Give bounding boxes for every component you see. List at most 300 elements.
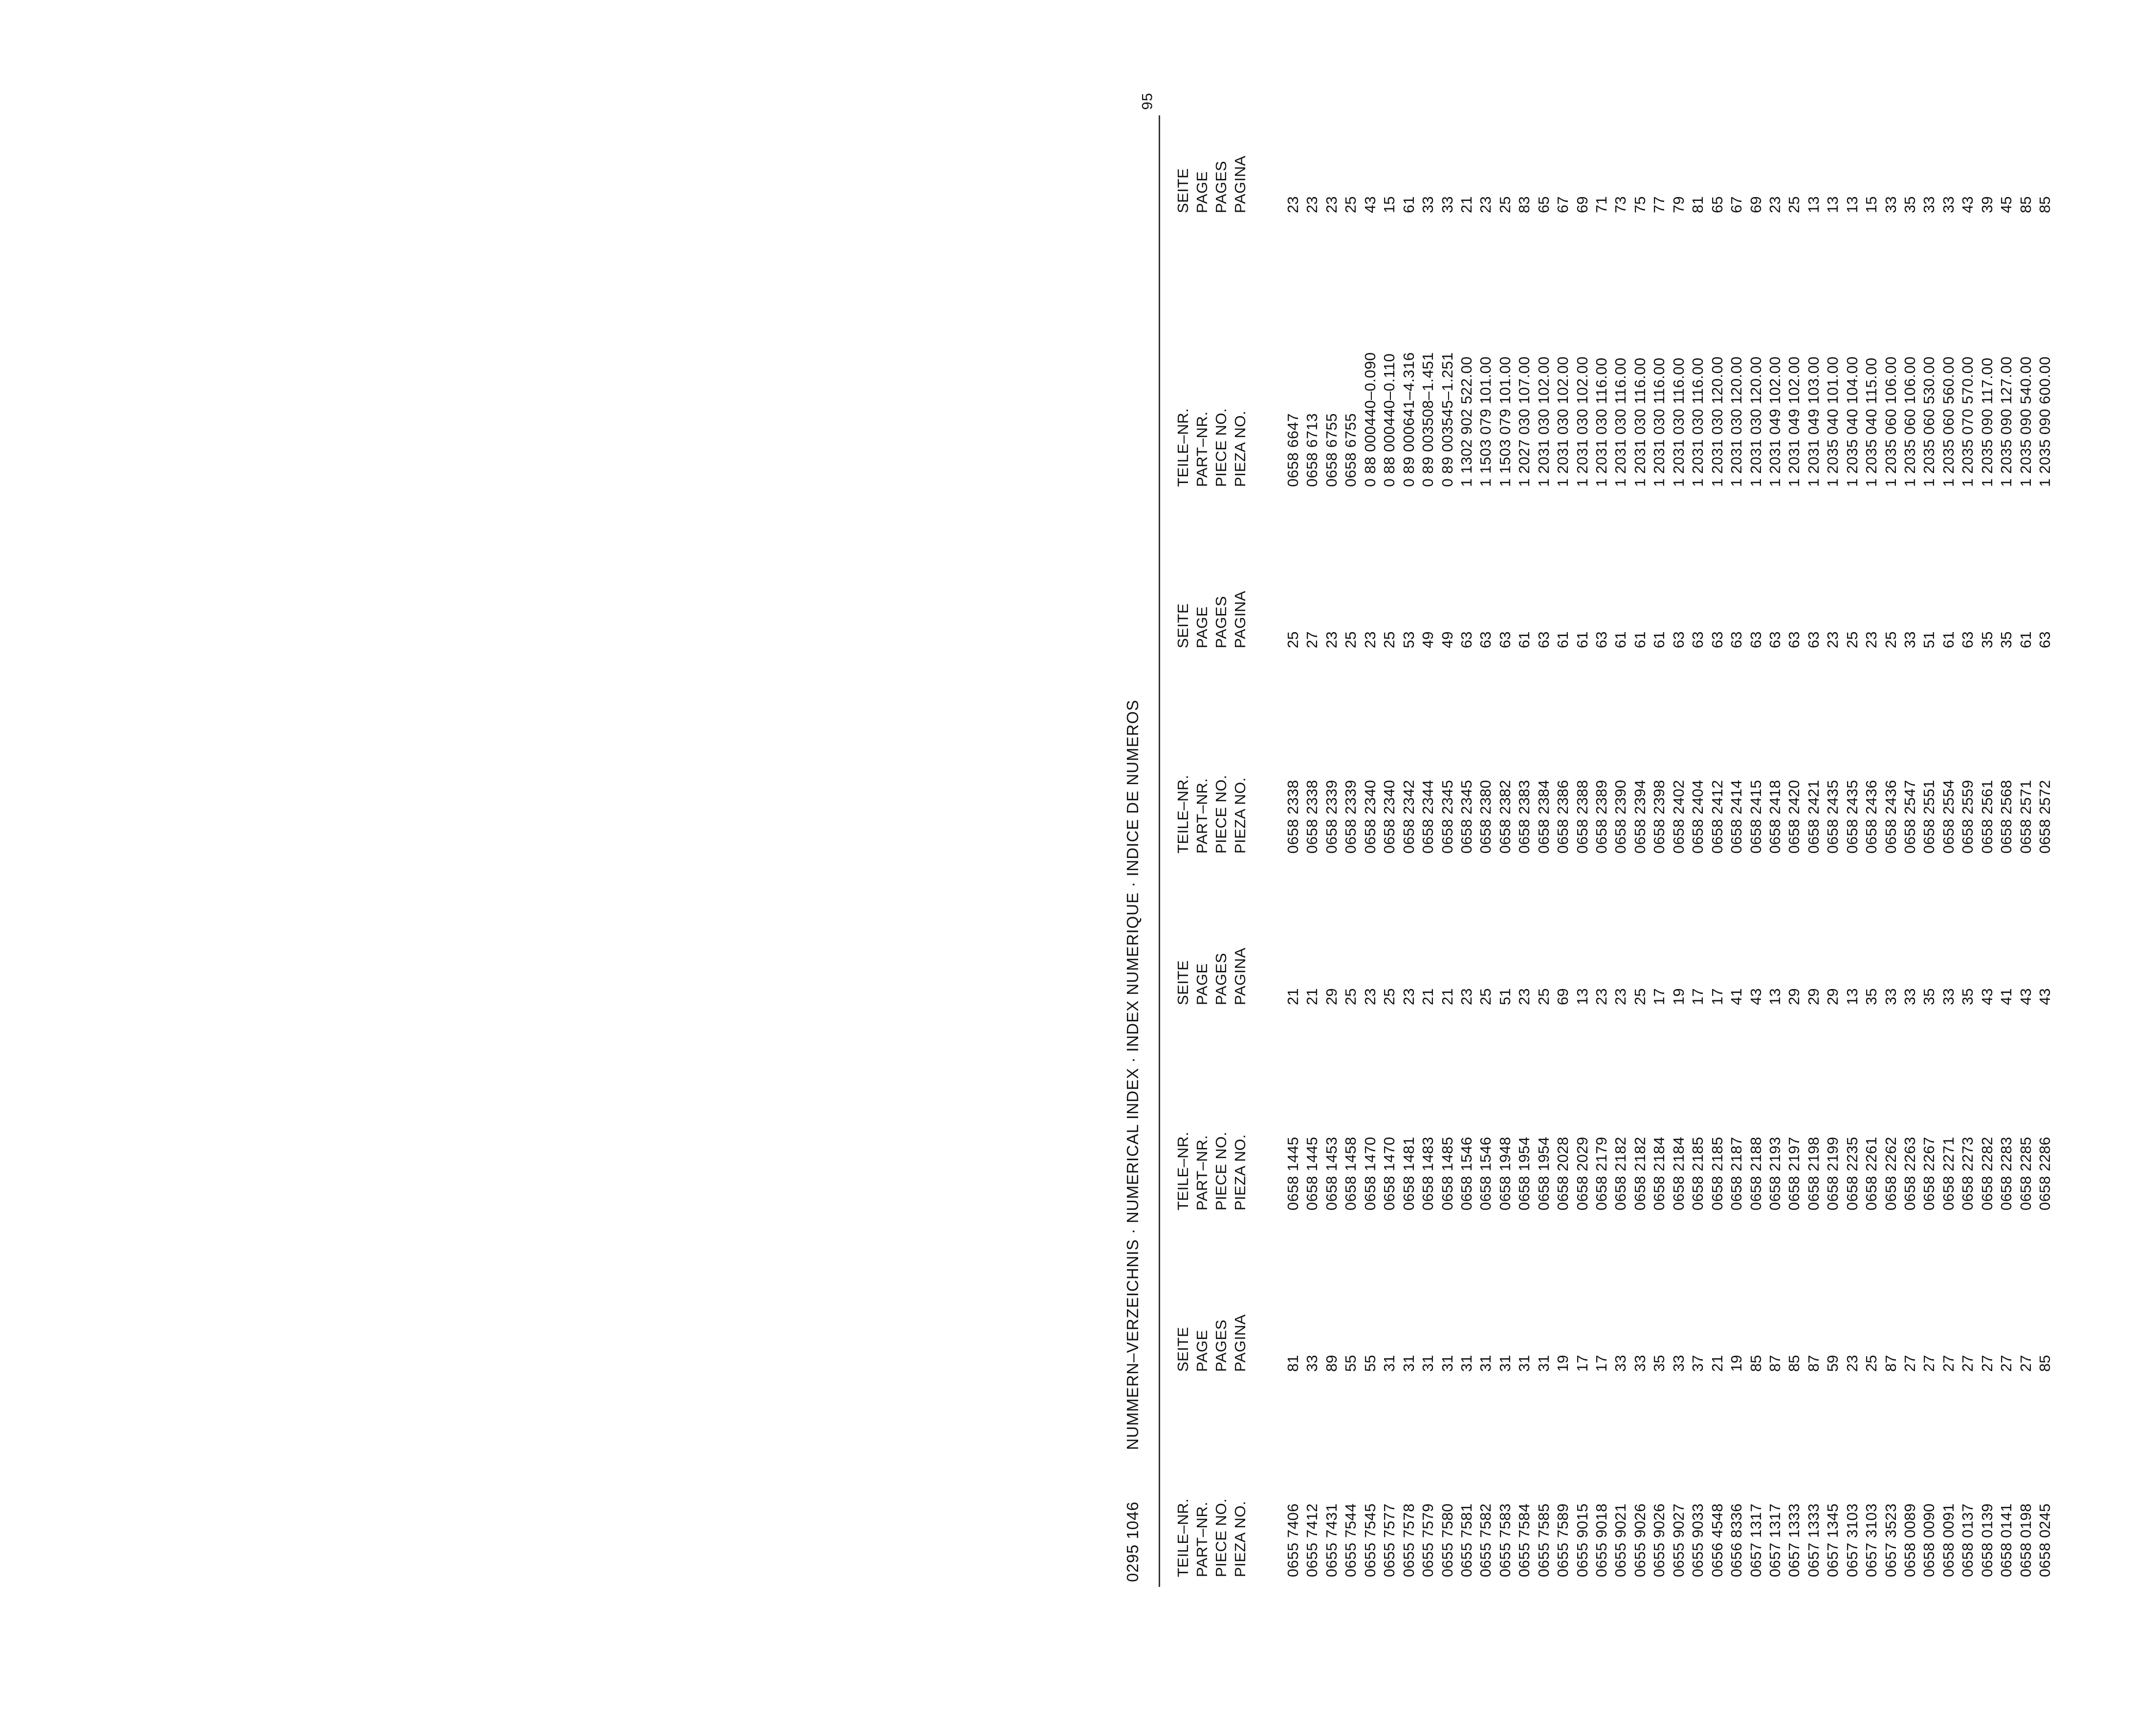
page-reference: 25	[1882, 631, 1899, 648]
page-reference: 21	[1457, 196, 1475, 213]
part-number: 0658 1445	[1284, 1136, 1301, 1210]
page-reference: 63	[1785, 631, 1803, 648]
page-reference: 31	[1381, 1355, 1398, 1372]
page-reference: 71	[1593, 196, 1610, 213]
page-reference: 23	[1824, 631, 1842, 648]
page-reference: 21	[1438, 988, 1456, 1005]
part-number: 0658 6755	[1342, 413, 1360, 487]
index-column-group	[1173, 492, 2141, 854]
part-number: 0658 2404	[1689, 779, 1707, 854]
part-number: 0 89 003508–1.451	[1419, 352, 1437, 487]
page-reference: 29	[1804, 988, 1822, 1005]
part-number: 0658 2184	[1650, 1136, 1668, 1210]
page-reference: 25	[1477, 988, 1495, 1005]
page-reference: 23	[1322, 631, 1340, 648]
part-number: 0655 7584	[1516, 1503, 1533, 1577]
page-reference: 87	[1882, 1355, 1899, 1372]
page-reference: 77	[1650, 196, 1668, 213]
part-number: 0658 2415	[1747, 779, 1764, 854]
header-divider	[1159, 115, 1160, 1587]
header-label: PAGES	[1212, 1319, 1230, 1372]
page-reference: 31	[1535, 1355, 1552, 1372]
page-reference: 31	[1457, 1355, 1475, 1372]
header-label: PAGINA	[1232, 591, 1249, 648]
part-number: 0658 2435	[1824, 779, 1842, 854]
page-reference: 17	[1573, 1355, 1591, 1372]
page-reference: 49	[1419, 631, 1437, 648]
document-number: 0295 1046	[1123, 1501, 1142, 1582]
part-number: 1 2035 060 530.00	[1920, 356, 1938, 487]
page-reference: 75	[1631, 196, 1649, 213]
page-reference: 31	[1438, 1355, 1456, 1372]
header-label: PIECE NO.	[1212, 774, 1230, 854]
page-reference: 13	[1843, 988, 1861, 1005]
page-header	[1173, 155, 1250, 213]
header-label: PAGES	[1212, 595, 1230, 648]
page-reference: 23	[1843, 1355, 1861, 1372]
page-reference: 61	[1939, 631, 1957, 648]
page-reference: 87	[1766, 1355, 1783, 1372]
part-number: 0658 2182	[1631, 1136, 1649, 1210]
part-number: 0656 4548	[1708, 1503, 1726, 1577]
page-reference: 25	[1381, 631, 1398, 648]
part-number: 0658 2273	[1959, 1136, 1977, 1210]
part-number: 0658 2561	[1978, 779, 1996, 854]
part-number: 1 2031 030 120.00	[1708, 356, 1726, 487]
header-label: PART–NR.	[1193, 1501, 1210, 1577]
part-number: 0658 2554	[1939, 779, 1957, 854]
page-reference: 23	[1322, 196, 1340, 213]
header-label: PART–NR.	[1193, 1135, 1210, 1210]
part-number: 0655 9015	[1573, 1503, 1591, 1577]
part-number: 0658 2435	[1843, 779, 1861, 854]
part-number: 0655 7577	[1381, 1503, 1398, 1577]
page-reference: 33	[1419, 196, 1437, 213]
document-header	[1120, 115, 1149, 1587]
part-number: 0658 1954	[1516, 1136, 1533, 1210]
page-reference: 13	[1824, 196, 1842, 213]
page-reference: 61	[1573, 631, 1591, 648]
part-number: 0658 2412	[1708, 779, 1726, 854]
page-reference: 15	[1381, 196, 1398, 213]
part-number: 1 2031 030 116.00	[1612, 357, 1629, 487]
page-reference: 29	[1322, 988, 1340, 1005]
part-number: 0658 1948	[1496, 1136, 1514, 1210]
part-number: 0658 1481	[1400, 1136, 1417, 1210]
page-reference: 25	[1496, 196, 1514, 213]
part-number: 1 2031 030 102.00	[1535, 356, 1552, 487]
page-reference: 21	[1419, 988, 1437, 1005]
part-number: 0658 2345	[1457, 779, 1475, 854]
page-reference: 85	[2036, 196, 2054, 213]
part-number: 0655 9021	[1612, 1503, 1629, 1577]
part-number: 1 2031 030 120.00	[1728, 356, 1745, 487]
part-number: 0658 2568	[1998, 779, 2015, 854]
header-label: PAGE	[1193, 606, 1210, 648]
page-reference: 63	[1804, 631, 1822, 648]
part-number: 0658 1954	[1535, 1136, 1552, 1210]
part-number: 0658 1485	[1438, 1136, 1456, 1210]
part-number: 0658 2271	[1939, 1136, 1957, 1210]
part-number: 0655 9026	[1650, 1503, 1668, 1577]
page-reference: 43	[1747, 988, 1764, 1005]
page-reference: 89	[1322, 1355, 1340, 1372]
page-reference: 29	[1785, 988, 1803, 1005]
part-number: 0655 9018	[1593, 1503, 1610, 1577]
part-number: 0658 2388	[1573, 779, 1591, 854]
part-number: 0 89 000641–4.316	[1400, 352, 1417, 487]
header-label: PAGES	[1212, 160, 1230, 213]
header-label: PAGINA	[1232, 947, 1249, 1005]
page-reference: 35	[1901, 196, 1918, 213]
part-number: 0658 0141	[1998, 1503, 2015, 1577]
part-number: 0658 0091	[1939, 1503, 1957, 1577]
part-number: 0655 7581	[1457, 1503, 1475, 1577]
part-number: 0658 2338	[1303, 779, 1321, 854]
part-number: 0658 2184	[1670, 1136, 1687, 1210]
part-number: 0658 2187	[1728, 1136, 1745, 1210]
part-number: 1 2035 060 106.00	[1882, 356, 1899, 487]
page-reference: 85	[2036, 1355, 2054, 1372]
page-reference: 13	[1766, 988, 1783, 1005]
page-reference: 39	[1978, 196, 1996, 213]
part-number: 0657 3103	[1863, 1503, 1880, 1577]
part-number: 0655 7582	[1477, 1503, 1495, 1577]
part-number: 0658 0137	[1959, 1503, 1977, 1577]
page-reference: 23	[1593, 988, 1610, 1005]
header-label: PIECE NO.	[1212, 1131, 1230, 1210]
part-number: 0658 2436	[1863, 779, 1880, 854]
page-reference: 81	[1284, 1355, 1301, 1372]
part-number: 0658 2436	[1882, 779, 1899, 854]
page-reference: 85	[2017, 196, 2034, 213]
header-label: PART–NR.	[1193, 411, 1210, 487]
page-reference: 43	[2017, 988, 2034, 1005]
page-reference: 63	[1747, 631, 1764, 648]
part-number: 0658 2029	[1573, 1136, 1591, 1210]
page-reference: 23	[1400, 988, 1417, 1005]
part-number: 0658 2179	[1593, 1136, 1610, 1210]
page-reference: 63	[1959, 631, 1977, 648]
page-reference: 49	[1438, 631, 1456, 648]
page-reference: 27	[1303, 631, 1321, 648]
page-reference: 33	[1939, 988, 1957, 1005]
page-reference: 33	[1882, 988, 1899, 1005]
part-number: 0658 2572	[2036, 779, 2054, 854]
page-reference: 25	[1863, 1355, 1880, 1372]
page-reference: 17	[1689, 988, 1707, 1005]
index-sheet	[1120, 115, 2156, 1587]
page-reference: 63	[1708, 631, 1726, 648]
part-number: 0658 0090	[1920, 1503, 1938, 1577]
part-number: 0658 1458	[1342, 1136, 1360, 1210]
part-number: 0658 2198	[1804, 1136, 1822, 1210]
part-number: 0655 7580	[1438, 1503, 1456, 1577]
part-number: 0657 1345	[1824, 1503, 1842, 1577]
page-reference: 61	[1554, 631, 1572, 648]
page-reference: 27	[1978, 1355, 1996, 1372]
page-reference: 25	[1284, 631, 1301, 648]
page-reference: 67	[1554, 196, 1572, 213]
header-label: SEITE	[1174, 960, 1191, 1005]
header-label: TEILE–NR.	[1174, 408, 1191, 487]
part-number: 0658 2398	[1650, 779, 1668, 854]
page-reference: 61	[1516, 631, 1533, 648]
header-label: PIEZA NO.	[1232, 1134, 1249, 1210]
part-number: 0658 6713	[1303, 413, 1321, 487]
page-reference: 19	[1670, 988, 1687, 1005]
part-number: 0658 2402	[1670, 779, 1687, 854]
page-reference: 33	[1939, 196, 1957, 213]
part-number: 0658 2421	[1804, 779, 1822, 854]
part-number: 0657 3103	[1843, 1503, 1861, 1577]
header-label: SEITE	[1174, 168, 1191, 213]
part-number: 0655 7545	[1361, 1503, 1379, 1577]
part-number: 0658 2188	[1747, 1136, 1764, 1210]
page-reference: 25	[1843, 631, 1861, 648]
part-number: 1 1503 079 101.00	[1477, 356, 1495, 487]
page-reference: 25	[1381, 988, 1398, 1005]
index-column-group	[1173, 1215, 2141, 1577]
page-reference: 25	[1535, 988, 1552, 1005]
part-number: 0658 2394	[1631, 779, 1649, 854]
header-label: PIECE NO.	[1212, 408, 1230, 487]
part-number: 0655 7589	[1554, 1503, 1572, 1577]
part-number-header	[1173, 775, 1250, 854]
page-reference: 27	[1920, 1355, 1938, 1372]
page-reference: 19	[1728, 1355, 1745, 1372]
page-reference: 41	[1728, 988, 1745, 1005]
part-number: 1 2035 040 101.00	[1824, 356, 1842, 487]
page-reference: 33	[1303, 1355, 1321, 1372]
page-reference: 27	[1998, 1355, 2015, 1372]
page-reference: 21	[1284, 988, 1301, 1005]
page-reference: 67	[1728, 196, 1745, 213]
part-number: 0 88 000440–0.110	[1381, 353, 1398, 487]
page-reference: 27	[1959, 1355, 1977, 1372]
page-reference: 23	[1612, 988, 1629, 1005]
page-reference: 63	[2036, 631, 2054, 648]
page-reference: 23	[1457, 988, 1475, 1005]
part-number: 0 89 003545–1.251	[1438, 352, 1456, 487]
part-number: 1 2035 060 106.00	[1901, 356, 1918, 487]
page-reference: 23	[1516, 988, 1533, 1005]
index-column-group	[1173, 849, 2141, 1210]
part-number: 0658 2340	[1361, 779, 1379, 854]
part-number: 1 2031 049 102.00	[1785, 356, 1803, 487]
part-number: 0658 1445	[1303, 1136, 1321, 1210]
page-reference: 51	[1496, 988, 1514, 1005]
page-reference: 13	[1843, 196, 1861, 213]
page-reference: 55	[1361, 1355, 1379, 1372]
part-number: 0658 2267	[1920, 1136, 1938, 1210]
part-number: 0658 2383	[1516, 779, 1533, 854]
page-reference: 41	[1998, 988, 2015, 1005]
page-reference: 63	[1535, 631, 1552, 648]
page-reference: 35	[1998, 631, 2015, 648]
part-number: 0658 6755	[1322, 413, 1340, 487]
header-label: PIEZA NO.	[1232, 410, 1249, 487]
page-reference: 21	[1303, 988, 1321, 1005]
part-number: 0658 1453	[1322, 1136, 1340, 1210]
part-number: 0655 7406	[1284, 1503, 1301, 1577]
page-reference: 63	[1670, 631, 1687, 648]
part-number: 0658 2559	[1959, 779, 1977, 854]
header-label: PAGINA	[1232, 1314, 1249, 1372]
part-number: 0658 2551	[1920, 779, 1938, 854]
part-number: 0655 7585	[1535, 1503, 1552, 1577]
page-reference: 51	[1920, 631, 1938, 648]
page-reference: 61	[1400, 196, 1417, 213]
part-number: 0658 2342	[1400, 779, 1417, 854]
part-number: 0658 2199	[1824, 1136, 1842, 1210]
page-reference: 87	[1804, 1355, 1822, 1372]
part-number: 0655 7579	[1419, 1503, 1437, 1577]
page-reference: 79	[1670, 196, 1687, 213]
part-number: 0658 2344	[1419, 779, 1437, 854]
part-number: 1 2035 040 104.00	[1843, 356, 1861, 487]
part-number: 0658 1470	[1381, 1136, 1398, 1210]
page-reference: 53	[1400, 631, 1417, 648]
page-reference: 73	[1612, 196, 1629, 213]
page-reference: 63	[1593, 631, 1610, 648]
page-reference: 25	[1342, 988, 1360, 1005]
page-reference: 43	[1361, 196, 1379, 213]
page-reference: 61	[2017, 631, 2034, 648]
part-number: 0655 7578	[1400, 1503, 1417, 1577]
page-reference: 23	[1477, 196, 1495, 213]
page-header	[1173, 947, 1250, 1005]
part-number: 0657 3523	[1882, 1503, 1899, 1577]
page-reference: 63	[1766, 631, 1783, 648]
header-label: PIEZA NO.	[1232, 777, 1249, 854]
part-number: 0658 2193	[1766, 1136, 1783, 1210]
page-reference: 63	[1728, 631, 1745, 648]
page-reference: 27	[1939, 1355, 1957, 1372]
header-label: TEILE–NR.	[1174, 1498, 1191, 1577]
part-number: 0658 2286	[2036, 1136, 2054, 1210]
part-number: 0658 2547	[1901, 779, 1918, 854]
part-number: 0658 2339	[1342, 779, 1360, 854]
page-reference: 29	[1824, 988, 1842, 1005]
part-number: 1 2031 030 120.00	[1747, 356, 1764, 487]
page-reference: 59	[1824, 1355, 1842, 1372]
part-number: 0657 1317	[1766, 1503, 1783, 1577]
page-reference: 63	[1457, 631, 1475, 648]
page-reference: 23	[1766, 196, 1783, 213]
part-number: 1 2031 030 102.00	[1554, 356, 1572, 487]
part-number: 0658 2339	[1322, 779, 1340, 854]
page-reference: 33	[1670, 1355, 1687, 1372]
page-reference: 15	[1863, 196, 1880, 213]
part-number-header	[1173, 1132, 1250, 1210]
part-number: 0658 6647	[1284, 413, 1301, 487]
page-reference: 33	[1901, 988, 1918, 1005]
header-label: PIECE NO.	[1212, 1498, 1230, 1577]
page-header	[1173, 591, 1250, 648]
part-number: 0658 0139	[1978, 1503, 1996, 1577]
page-reference: 85	[1747, 1355, 1764, 1372]
part-number: 1 2031 049 102.00	[1766, 356, 1783, 487]
page-reference: 61	[1650, 631, 1668, 648]
page-reference: 13	[1804, 196, 1822, 213]
part-number: 1 2027 030 107.00	[1516, 356, 1533, 487]
page-reference: 35	[1920, 988, 1938, 1005]
part-number: 0658 2282	[1978, 1136, 1996, 1210]
part-number: 0658 2420	[1785, 779, 1803, 854]
header-label: TEILE–NR.	[1174, 1131, 1191, 1210]
part-number: 0658 2185	[1708, 1136, 1726, 1210]
page-reference: 69	[1554, 988, 1572, 1005]
part-number: 0655 7431	[1322, 1503, 1340, 1577]
page-reference: 25	[1785, 196, 1803, 213]
document-title: NUMMERN–VERZEICHNIS · NUMERICAL INDEX · INDEX NUMERIQUE · INDICE DE NUMEROS	[1123, 699, 1142, 1450]
part-number: 0658 1483	[1419, 1136, 1437, 1210]
page-reference: 31	[1400, 1355, 1417, 1372]
page-reference: 37	[1689, 1355, 1707, 1372]
page-reference: 31	[1496, 1355, 1514, 1372]
page-reference: 23	[1361, 988, 1379, 1005]
page-reference: 23	[1284, 196, 1301, 213]
page-reference: 33	[1901, 631, 1918, 648]
part-number: 0658 2340	[1381, 779, 1398, 854]
header-label: TEILE–NR.	[1174, 774, 1191, 854]
part-number: 0655 7544	[1342, 1503, 1360, 1577]
part-number: 0658 1470	[1361, 1136, 1379, 1210]
page-reference: 33	[1631, 1355, 1649, 1372]
part-number: 0658 2028	[1554, 1136, 1572, 1210]
page-reference: 81	[1689, 196, 1707, 213]
page-reference: 27	[1901, 1355, 1918, 1372]
page-reference: 25	[1342, 196, 1360, 213]
part-number: 1 2035 090 117.00	[1978, 357, 1996, 487]
page-reference: 31	[1419, 1355, 1437, 1372]
page-reference: 55	[1342, 1355, 1360, 1372]
page-reference: 23	[1361, 631, 1379, 648]
page-reference: 27	[2017, 1355, 2034, 1372]
part-number: 0658 2384	[1535, 779, 1552, 854]
page-reference: 63	[1496, 631, 1514, 648]
page-reference: 63	[1689, 631, 1707, 648]
page-reference: 35	[1863, 988, 1880, 1005]
part-number: 0658 2418	[1766, 779, 1783, 854]
page-reference: 21	[1708, 1355, 1726, 1372]
page-reference: 25	[1342, 631, 1360, 648]
header-label: PAGINA	[1232, 155, 1249, 213]
page-reference: 65	[1708, 196, 1726, 213]
part-number: 0658 2197	[1785, 1136, 1803, 1210]
part-number: 0658 2345	[1438, 779, 1456, 854]
part-number: 0658 2386	[1554, 779, 1572, 854]
page-reference: 43	[1959, 196, 1977, 213]
part-number-header	[1173, 408, 1250, 487]
page-reference: 85	[1785, 1355, 1803, 1372]
page-number: 95	[1139, 92, 1156, 110]
page-reference: 33	[1438, 196, 1456, 213]
page-reference: 65	[1535, 196, 1552, 213]
page-reference: 69	[1573, 196, 1591, 213]
part-number: 0657 1333	[1804, 1503, 1822, 1577]
page-reference: 83	[1516, 196, 1533, 213]
part-number: 1 1302 902 522.00	[1457, 356, 1475, 487]
part-number: 0658 2283	[1998, 1136, 2015, 1210]
part-number: 1 2031 049 103.00	[1804, 356, 1822, 487]
header-label: SEITE	[1174, 1326, 1191, 1372]
part-number: 1 1503 079 101.00	[1496, 356, 1514, 487]
page-reference: 19	[1554, 1355, 1572, 1372]
part-number: 1 2031 030 116.00	[1650, 357, 1668, 487]
page-reference: 31	[1477, 1355, 1495, 1372]
